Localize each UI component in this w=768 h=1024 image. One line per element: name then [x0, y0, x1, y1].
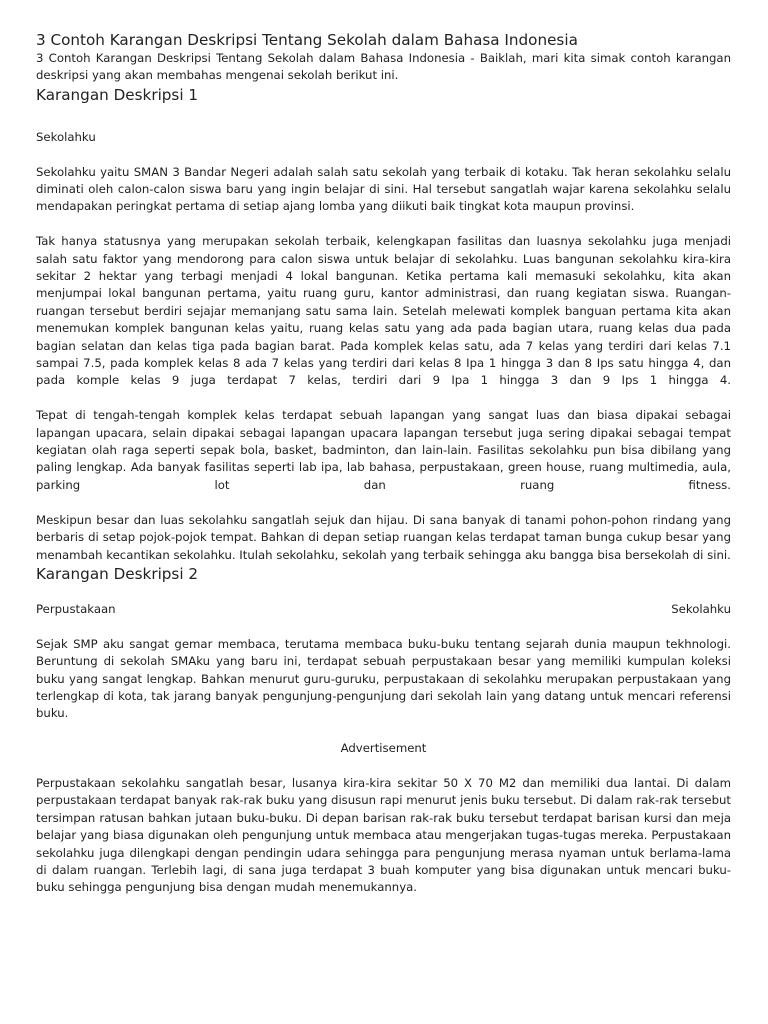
section-1-paragraph-1: Sekolahku yaitu SMAN 3 Bandar Negeri adalah salah satu sekolah yang terbaik di kotaku. Tak heran sekolahku selalu diminati oleh calon-calon siswa baru yang ingin belajar di sini. Hal tersebut sangatlah wajar karena sekolahku selalu mendapakan peringkat pertama di setiap ajang lomba yang diikuti baik tingkat kota maupun provinsi. [36, 164, 731, 214]
section-1-paragraph-4: Meskipun besar dan luas sekolahku sangatlah sejuk dan hijau. Di sana banyak di tanami pohon-pohon rindang yang berbaris di setap pojok-pojok tempat. Bahkan di depan setiap ruangan kelas terdapat taman bunga cukup besar yang menambah kecantikan sekolahku. Itulah sekolahku, sekolah yang terbaik sehingga aku bangga bisa bersekolah di sini. [36, 512, 731, 562]
section-2-subtitle-left: Perpustakaan [36, 601, 116, 616]
section-2-subtitle-row [36, 601, 731, 618]
section-1-heading: Karangan Deskripsi 1 [36, 85, 199, 104]
intro-paragraph: 3 Contoh Karangan Deskripsi Tentang Sekolah dalam Bahasa Indonesia - Baiklah, mari kita simak contoh karangan deskripsi yang akan membahas mengenai sekolah berikut ini. [36, 51, 731, 83]
section-1-subtitle: Sekolahku [36, 129, 96, 144]
section-2-subtitle-right: Sekolahku [671, 601, 731, 616]
section-2-heading: Karangan Deskripsi 2 [36, 564, 199, 583]
section-2-paragraph-2: Perpustakaan sekolahku sangatlah besar, lusanya kira-kira sekitar 50 X 70 M2 dan memiliki dua lantai. Di dalam perpustakaan terdapat banyak rak-rak buku yang disusun rapi menurut jenis buku tersebut. Di dalam rak-rak tersebut tersimpan ratusan bahkan jutaan buku-buku. Di depan barisan rak-rak buku tersebut terdapat barisan kursi dan meja belajar yang biasa digunakan oleh pengunjung untuk membaca atau mengerjakan tugas-tugas mereka. Perpustakaan sekolahku juga dilengkapi dengan pendingin udara sehingga para pengunjung merasa nyaman untuk berlama-lama di dalam ruangan. Terlebih lagi, di sana juga terdapat 3 buah komputer yang bisa digunakan untuk mencari buku-buku sehingga pengunjung bisa dengan mudah menemukannya. [36, 775, 731, 895]
document-title: 3 Contoh Karangan Deskripsi Tentang Sekolah dalam Bahasa Indonesia [36, 31, 578, 49]
section-1-paragraph-3: Tepat di tengah-tengah komplek kelas terdapat sebuah lapangan yang sangat luas dan biasa dipakai sebagai lapangan upacara, selain dipakai sebagai lapangan upacara lapangan tersebut juga sering dipakai sebagai tempat kegiatan olah raga seperti sepak bola, basket, badminton, dan lain-lain. Fasilitas sekolahku pun bisa dibilang yang paling lengkap. Ada banyak fasilitas seperti lab ipa, lab bahasa, perpustakaan, green house, ruang multimedia, aula, parking lot dan ruang fitness. [36, 408, 731, 492]
advertisement-label: Advertisement [340, 741, 427, 756]
section-1-paragraph-2: Tak hanya statusnya yang merupakan sekolah terbaik, kelengkapan fasilitas dan luasnya sekolahku juga menjadi salah satu faktor yang mendorong para calon siswa untuk belajar di sekolahku. Luas bangunan sekolahku kira-kira sekitar 2 hektar yang terbagi menjadi 4 lokal bangunan. Ketika pertama kali memasuki sekolahku, kita akan menjumpai lokal bangunan pertama, yaitu ruang guru, kantor administrasi, dan ruang kegiatan siswa. Ruangan-ruangan tersebut berdiri sejajar memanjang satu sama lain. Setelah melewati komplek banguan pertama kita akan menemukan komplek bangunan kelas yaitu, ruang kelas satu yang ada pada bagian utara, ruang kelas dua pada bagian selatan dan kelas tiga pada bagian barat. Pada komplek kelas satu, ada 7 kelas yang terdiri dari kelas 7.1 sampai 7.5, pada komplek kelas 8 ada 7 kelas yang terdiri dari kelas 8 Ipa 1 hingga 3 dan 8 Ips satu hingga 4, dan pada komple kelas 9 juga terdapat 7 kelas, terdiri dari 9 Ipa 1 hingga 3 dan 9 Ips 1 hingga 4. [36, 234, 731, 388]
section-2-paragraph-1: Sejak SMP aku sangat gemar membaca, terutama membaca buku-buku tentang sejarah dunia maupun tekhnologi. Beruntung di sekolah SMAku yang baru ini, terdapat sebuah perpustakaan besar yang memiliki kumpulan koleksi buku yang sangat lengkap. Bahkan menurut guru-guruku, perpustakaan di sekolahku merupakan perpustakaan yang terlengkap di kota, tak jarang banyak pengunjung-pengunjung dari sekolah lain yang datang untuk mencari referensi buku. [36, 636, 731, 721]
